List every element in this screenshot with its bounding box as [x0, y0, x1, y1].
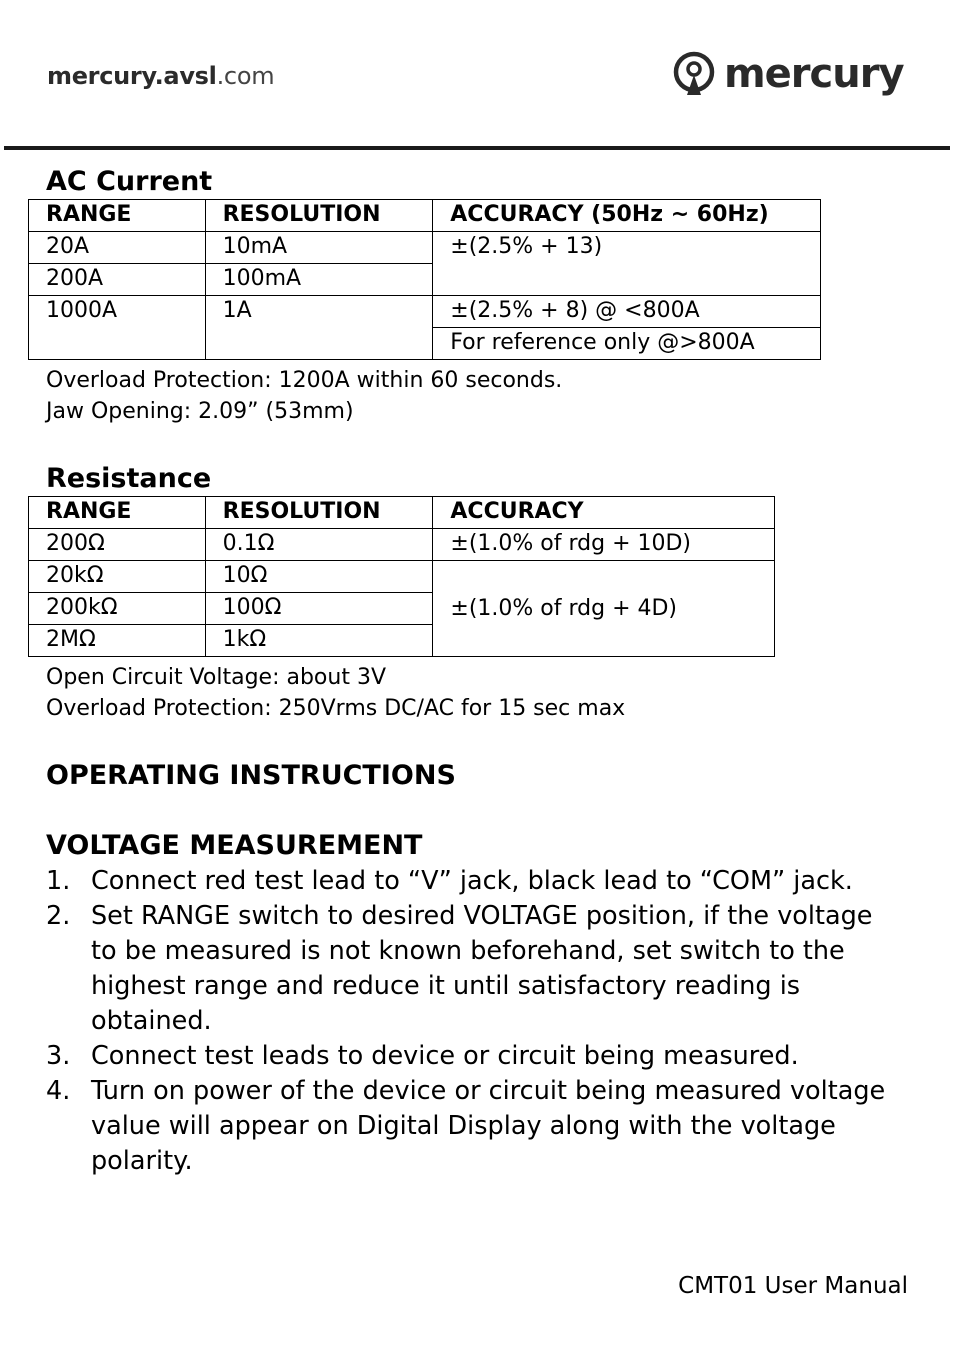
- range-cell: 200Ω: [29, 529, 206, 561]
- logo-wordmark: mercury: [724, 51, 904, 97]
- range-cell: 200A: [29, 264, 206, 296]
- accuracy-cell: ±(1.0% of rdg + 10D): [433, 529, 775, 561]
- accuracy-cell: ±(1.0% of rdg + 4D): [433, 561, 775, 657]
- list-item: [46, 1074, 906, 1179]
- accuracy-cell: ±(2.5% + 13): [433, 232, 821, 296]
- header-divider: [4, 146, 950, 150]
- accuracy-reference-cell: For reference only @>800A: [433, 328, 821, 360]
- table-row: [29, 232, 821, 264]
- resistance-title: Resistance: [46, 463, 212, 494]
- resistance-overload-note: Overload Protection: 250Vrms DC/AC for 15 sec max: [46, 696, 626, 721]
- operating-instructions-title: OPERATING INSTRUCTIONS: [46, 760, 456, 791]
- open-circuit-note: Open Circuit Voltage: about 3V: [46, 665, 387, 690]
- resolution-cell: 1kΩ: [205, 625, 433, 657]
- table-row: [29, 529, 775, 561]
- resolution-cell: 0.1Ω: [205, 529, 433, 561]
- step-text: Connect red test lead to “V” jack, black lead to “COM” jack.: [91, 866, 853, 896]
- resolution-cell: 1A: [205, 296, 433, 360]
- column-header-accuracy: ACCURACY: [433, 497, 775, 529]
- list-item: [46, 1039, 906, 1074]
- resolution-cell: 100Ω: [205, 593, 433, 625]
- footer-manual-title: CMT01 User Manual: [678, 1273, 908, 1299]
- list-item: [46, 899, 906, 1039]
- table-row: [29, 561, 775, 593]
- range-cell: 1000A: [29, 296, 206, 360]
- step-number: 1.: [46, 866, 71, 896]
- column-header-range: RANGE: [29, 200, 206, 232]
- step-text: Turn on power of the device or circuit being measured voltage value will appear on Digital Display along with the voltage polarity.: [91, 1076, 886, 1176]
- site-url: [47, 62, 274, 90]
- range-cell: 200kΩ: [29, 593, 206, 625]
- range-cell: 2MΩ: [29, 625, 206, 657]
- voltage-steps-list: [46, 864, 906, 1179]
- mercury-logo: [672, 50, 904, 98]
- ac-current-table: [28, 199, 821, 360]
- step-number: 2.: [46, 901, 71, 931]
- table-header-row: [29, 497, 775, 529]
- accuracy-cell: ±(2.5% + 8) @ <800A: [433, 296, 821, 328]
- column-header-accuracy: ACCURACY (50Hz ~ 60Hz): [433, 200, 821, 232]
- resistance-table: [28, 496, 775, 657]
- step-text: Connect test leads to device or circuit being measured.: [91, 1041, 799, 1071]
- resolution-cell: 10mA: [205, 232, 433, 264]
- list-item: [46, 864, 906, 899]
- ac-overload-note: Overload Protection: 1200A within 60 seconds.: [46, 368, 563, 393]
- step-number: 3.: [46, 1041, 71, 1071]
- step-number: 4.: [46, 1076, 71, 1106]
- mercury-logo-icon: [672, 51, 716, 97]
- range-cell: 20A: [29, 232, 206, 264]
- table-header-row: [29, 200, 821, 232]
- resolution-cell: 10Ω: [205, 561, 433, 593]
- site-url-tld: .com: [216, 62, 275, 90]
- voltage-measurement-title: VOLTAGE MEASUREMENT: [46, 830, 423, 861]
- column-header-resolution: RESOLUTION: [205, 497, 433, 529]
- jaw-opening-note: Jaw Opening: 2.09” (53mm): [46, 399, 354, 424]
- column-header-range: RANGE: [29, 497, 206, 529]
- column-header-resolution: RESOLUTION: [205, 200, 433, 232]
- step-text: Set RANGE switch to desired VOLTAGE position, if the voltage to be measured is not known beforehand, set switch to the highest range and reduce it until satisfactory reading is obtained.: [91, 901, 873, 1036]
- site-url-domain: mercury.avsl: [47, 62, 217, 90]
- resolution-cell: 100mA: [205, 264, 433, 296]
- ac-current-title: AC Current: [46, 166, 213, 197]
- range-cell: 20kΩ: [29, 561, 206, 593]
- table-row: [29, 296, 821, 328]
